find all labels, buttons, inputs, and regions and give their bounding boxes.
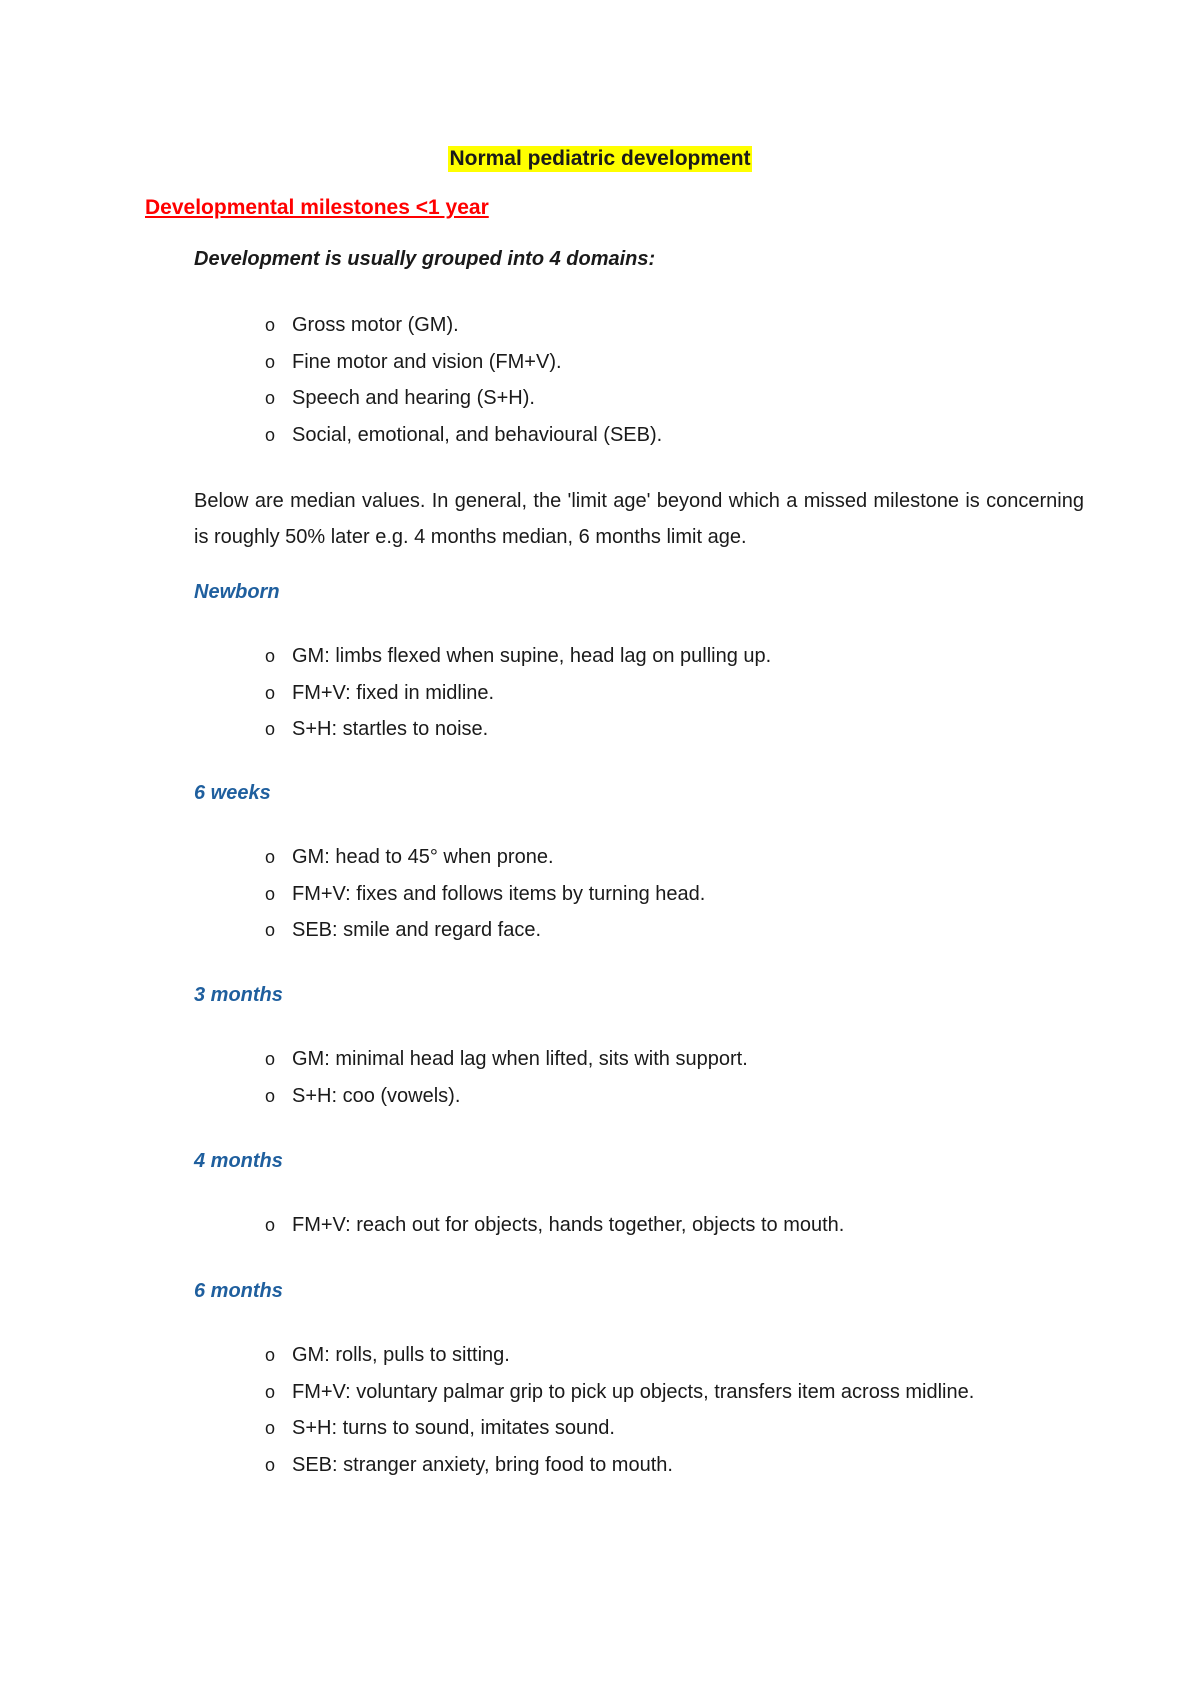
list-item xyxy=(265,1078,748,1115)
list-item-text: FM+V: voluntary palmar grip to pick up objects, transfers item across midline. xyxy=(292,1380,975,1403)
bullet-marker: o xyxy=(265,1049,276,1069)
list-item-text: Speech and hearing (S+H). xyxy=(292,387,535,409)
median-values-paragraph: Below are median values. In general, the 'limit age' beyond which a missed milestone is concerning is roughly 50% later e.g. 4 months median, 6 months limit age. xyxy=(194,490,1084,548)
bullet-marker: o xyxy=(265,883,276,904)
list-item-text: SEB: stranger anxiety, bring food to mouth. xyxy=(292,1453,673,1476)
domain-list xyxy=(265,307,662,453)
list-item-text: SEB: smile and regard face. xyxy=(292,919,542,941)
list-item xyxy=(265,839,705,876)
bullet-marker: o xyxy=(265,388,276,408)
title-wrap xyxy=(0,146,1200,172)
bullet-marker: o xyxy=(265,646,276,666)
subheading-6-months: 6 months xyxy=(194,1280,283,1302)
list-item xyxy=(265,1207,844,1244)
list-item xyxy=(265,876,705,913)
list-item xyxy=(265,1374,974,1411)
list-item xyxy=(265,307,662,344)
six-months-list xyxy=(265,1337,974,1483)
list-item-text: Gross motor (GM). xyxy=(292,314,459,336)
list-item xyxy=(265,912,705,949)
bullet-marker: o xyxy=(265,1215,276,1235)
list-item-text: GM: rolls, pulls to sitting. xyxy=(292,1344,510,1366)
list-item-text: S+H: startles to noise. xyxy=(292,718,489,740)
list-item-text: GM: limbs flexed when supine, head lag on pulling up. xyxy=(292,645,772,667)
list-item-text: S+H: turns to sound, imitates sound. xyxy=(292,1417,615,1439)
section-heading: Developmental milestones <1 year xyxy=(145,196,489,219)
subheading-4-months: 4 months xyxy=(194,1150,283,1172)
subheading-newborn: Newborn xyxy=(194,581,280,603)
bullet-marker: o xyxy=(265,1345,276,1365)
bullet-marker: o xyxy=(265,1454,276,1475)
intro-text: Development is usually grouped into 4 domains: xyxy=(194,248,656,270)
list-item-text: FM+V: fixes and follows items by turning head. xyxy=(292,882,706,905)
list-item xyxy=(265,380,662,417)
bullet-marker: o xyxy=(265,315,276,335)
list-item xyxy=(265,1447,974,1484)
bullet-marker: o xyxy=(265,1381,276,1402)
list-item xyxy=(265,1410,974,1447)
list-item-text: Fine motor and vision (FM+V). xyxy=(292,350,562,373)
bullet-marker: o xyxy=(265,682,276,703)
six-weeks-list xyxy=(265,839,705,949)
four-months-list xyxy=(265,1207,844,1244)
three-months-list xyxy=(265,1041,748,1114)
list-item xyxy=(265,638,771,675)
list-item xyxy=(265,344,662,381)
newborn-list xyxy=(265,638,771,748)
bullet-marker: o xyxy=(265,847,276,867)
list-item-text: Social, emotional, and behavioural (SEB). xyxy=(292,423,663,446)
bullet-marker: o xyxy=(265,1085,276,1106)
bullet-marker: o xyxy=(265,1418,276,1438)
list-item-text: FM+V: reach out for objects, hands together, objects to mouth. xyxy=(292,1214,845,1236)
list-item xyxy=(265,1337,974,1374)
list-item xyxy=(265,675,771,712)
subheading-3-months: 3 months xyxy=(194,984,283,1006)
bullet-marker: o xyxy=(265,920,276,940)
list-item xyxy=(265,417,662,454)
list-item-text: FM+V: fixed in midline. xyxy=(292,681,495,704)
list-item-text: S+H: coo (vowels). xyxy=(292,1084,461,1107)
list-item xyxy=(265,1041,748,1078)
document-title: Normal pediatric development xyxy=(449,147,751,170)
bullet-marker: o xyxy=(265,424,276,445)
list-item-text: GM: head to 45° when prone. xyxy=(292,846,554,868)
subheading-6-weeks: 6 weeks xyxy=(194,782,271,804)
list-item-text: GM: minimal head lag when lifted, sits with support. xyxy=(292,1048,748,1070)
bullet-marker: o xyxy=(265,719,276,739)
bullet-marker: o xyxy=(265,351,276,372)
list-item xyxy=(265,711,771,748)
